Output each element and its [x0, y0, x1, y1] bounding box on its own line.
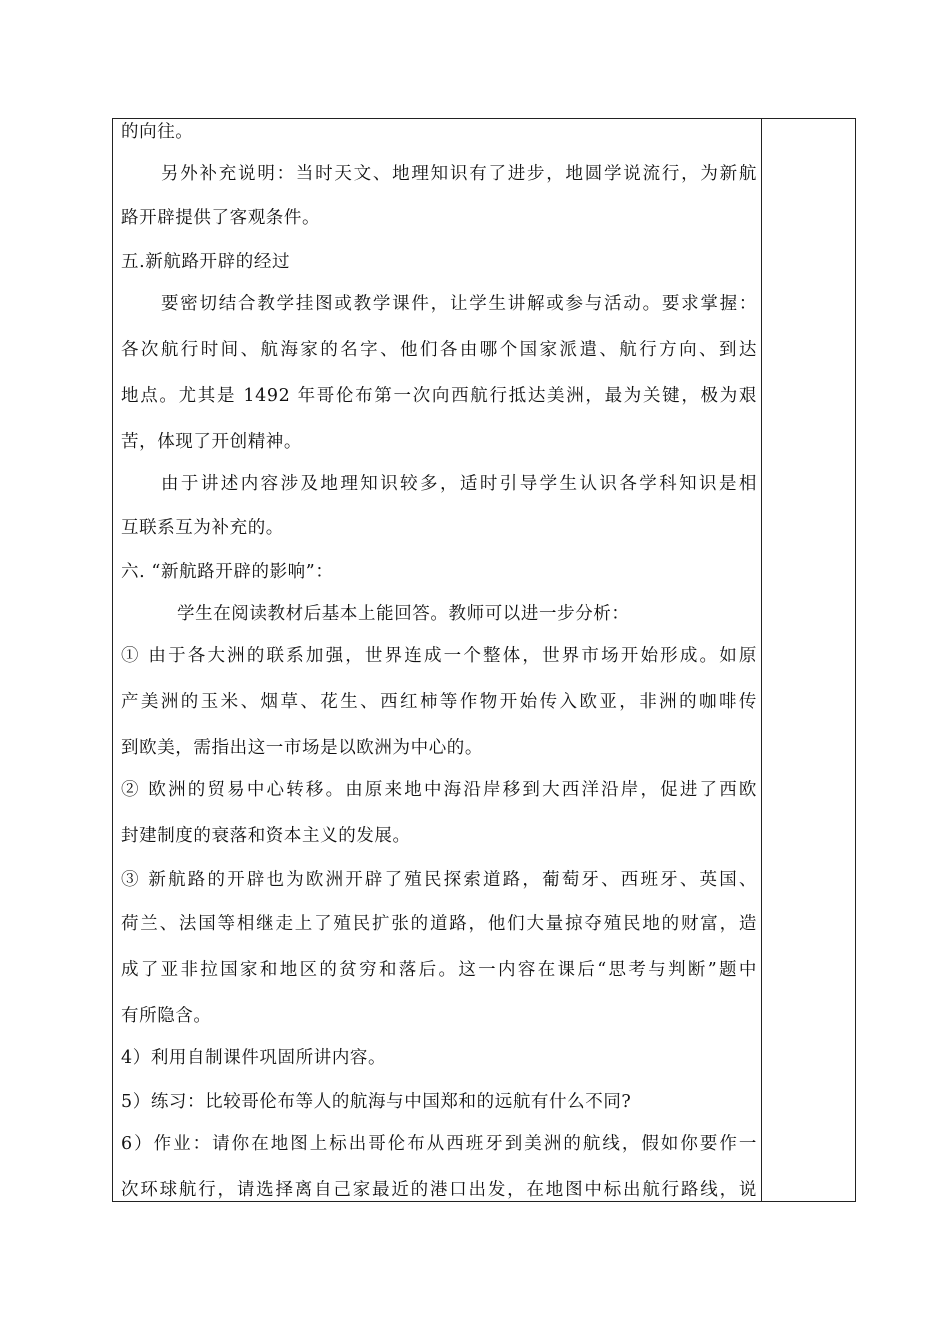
text-line: ③ 新航路的开辟也为欧洲开辟了殖民探索道路，葡萄牙、西班牙、英国、 — [121, 870, 757, 890]
text-line: 要密切结合教学挂图或教学课件，让学生讲解或参与活动。要求掌握： — [161, 294, 757, 314]
text-line: 成了亚非拉国家和地区的贫穷和落后。这一内容在课后“思考与判断”题中 — [121, 960, 757, 980]
text-line: 次环球航行，请选择离自己家最近的港口出发，在地图中标出航行路线，说 — [121, 1180, 757, 1200]
text-line: 由于讲述内容涉及地理知识较多，适时引导学生认识各学科知识是相 — [161, 474, 757, 494]
text-line: 苦，体现了开创精神。 — [121, 432, 302, 452]
list-item: 6）作业：请你在地图上标出哥伦布从西班牙到美洲的航线，假如你要作一 — [121, 1134, 757, 1154]
text-line: 荷兰、法国等相继走上了殖民扩张的道路，他们大量掠夺殖民地的财富，造 — [121, 914, 757, 934]
text-line: 各次航行时间、航海家的名字、他们各由哪个国家派遣、航行方向、到达 — [121, 340, 757, 360]
section-heading: 六. “新航路开辟的影响”： — [121, 562, 334, 582]
list-item: 5）练习：比较哥伦布等人的航海与中国郑和的远航有什么不同? — [121, 1092, 632, 1112]
text-line: ② 欧洲的贸易中心转移。由原来地中海沿岸移到大西洋沿岸，促进了西欧 — [121, 780, 757, 800]
text-line: 互联系互为补充的。 — [121, 518, 284, 538]
text-line: 另外补充说明：当时天文、地理知识有了进步，地圆学说流行，为新航 — [161, 164, 757, 184]
text-line: 有所隐含。 — [121, 1006, 212, 1026]
text-line: 地点。尤其是 1492 年哥伦布第一次向西航行抵达美洲，最为关键，极为艰 — [121, 386, 757, 406]
list-item: 4）利用自制课件巩固所讲内容。 — [121, 1048, 387, 1068]
text-line: 封建制度的衰落和资本主义的发展。 — [121, 826, 411, 846]
text-line: 路开辟提供了客观条件。 — [121, 208, 321, 228]
text-line: 的向往。 — [121, 122, 194, 142]
section-heading: 五.新航路开辟的经过 — [121, 252, 291, 272]
text-line: 到欧美，需指出这一市场是以欧洲为中心的。 — [121, 738, 483, 758]
text-line: 产美洲的玉米、烟草、花生、西红柿等作物开始传入欧亚，非洲的咖啡传 — [121, 692, 757, 712]
column-divider — [761, 118, 762, 1202]
text-line: ① 由于各大洲的联系加强，世界连成一个整体，世界市场开始形成。如原 — [121, 646, 757, 666]
text-line: 学生在阅读教材后基本上能回答。教师可以进一步分析： — [177, 604, 630, 624]
